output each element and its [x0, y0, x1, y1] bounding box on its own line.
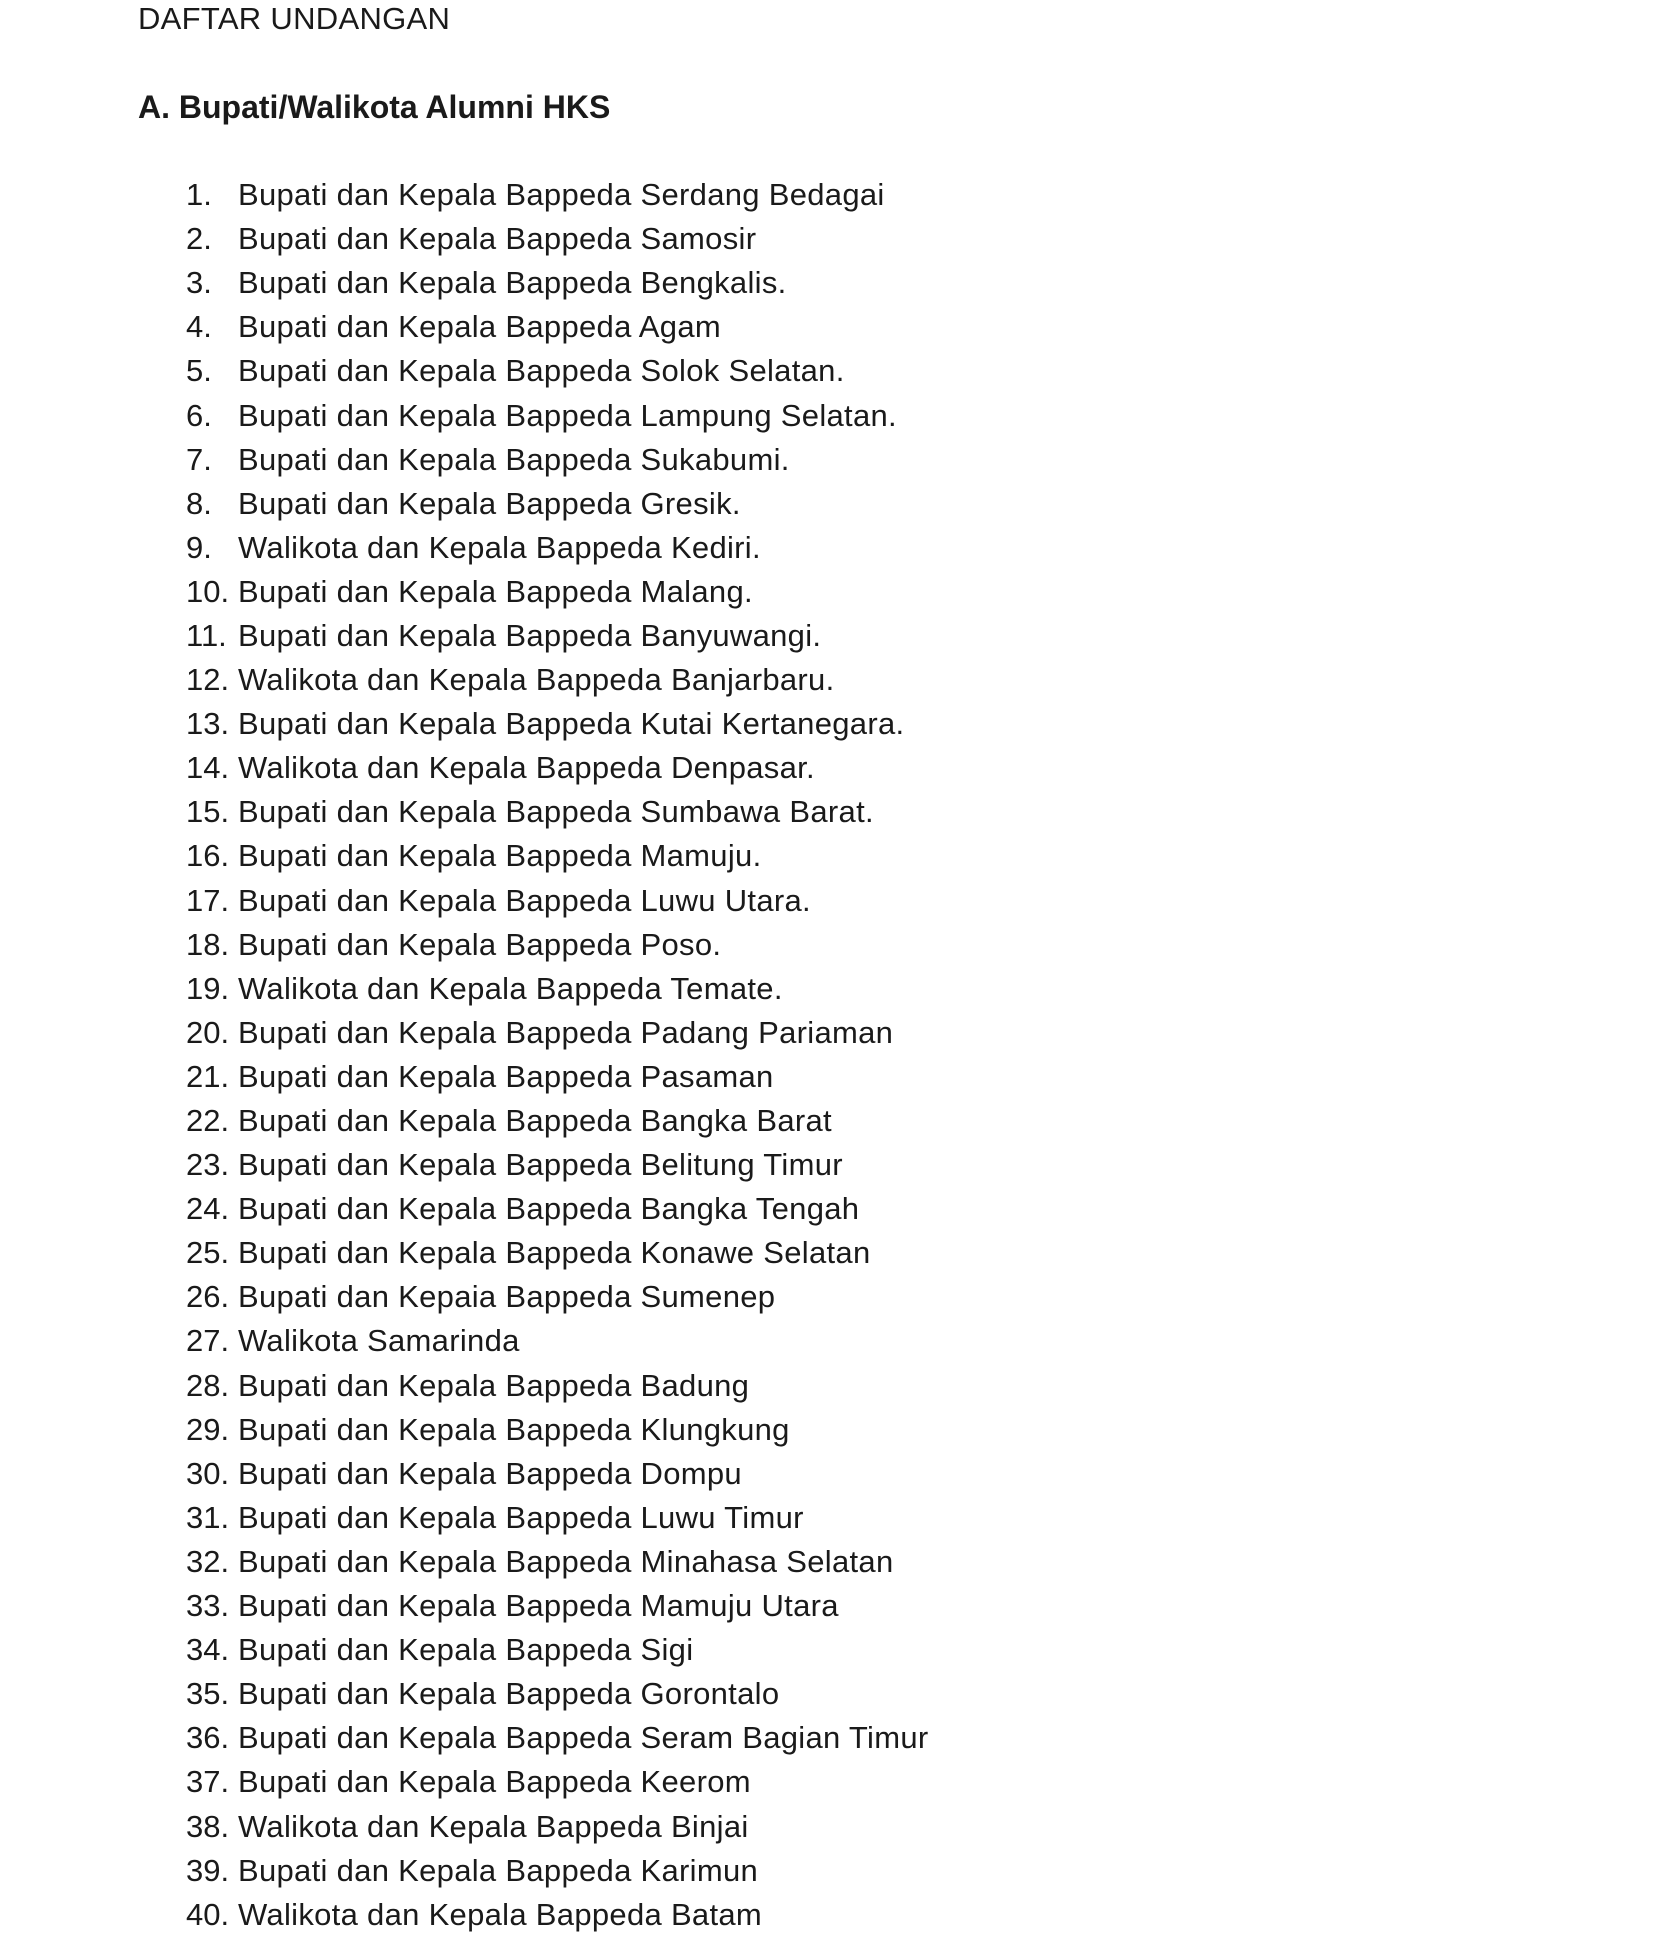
list-item-number: 24.	[186, 1191, 230, 1227]
list-item-number: 2.	[186, 221, 212, 257]
list-item-number: 13.	[186, 706, 230, 742]
list-item-text: Bupati dan Kepala Bappeda Minahasa Selatan	[238, 1543, 894, 1579]
list-item	[186, 834, 928, 878]
list-item-number: 7.	[186, 441, 212, 477]
list-item	[186, 1187, 928, 1231]
list-item-number: 6.	[186, 397, 212, 433]
list-item	[186, 1275, 928, 1319]
list-item-number: 38.	[186, 1808, 230, 1844]
list-item-number: 16.	[186, 838, 230, 874]
list-item-text: Bupati dan Kepala Bappeda Sigi	[238, 1632, 694, 1668]
list-item	[186, 967, 928, 1011]
list-item-text: Bupati dan Kepala Bappeda Belitung Timur	[238, 1147, 843, 1183]
list-item-number: 18.	[186, 926, 230, 962]
list-item	[186, 1672, 928, 1716]
list-item-text: Bupati dan Kepala Bappeda Seram Bagian Timur	[238, 1720, 929, 1756]
list-item-number: 33.	[186, 1588, 230, 1624]
list-item-text: Bupati dan Kepala Bappeda Luwu Utara.	[238, 882, 811, 918]
list-item-text: Bupati dan Kepala Bappeda Mamuju Utara	[238, 1588, 839, 1624]
list-item-text: Walikota Samarinda	[238, 1323, 520, 1359]
list-item	[186, 173, 928, 217]
list-item-number: 21.	[186, 1058, 230, 1094]
list-item	[186, 393, 928, 437]
list-item	[186, 261, 928, 305]
list-item-number: 19.	[186, 970, 230, 1006]
list-item-number: 20.	[186, 1014, 230, 1050]
list-item-number: 29.	[186, 1411, 230, 1447]
list-item	[186, 923, 928, 967]
list-item	[186, 1716, 928, 1760]
list-item-number: 26.	[186, 1279, 230, 1315]
list-item	[186, 1584, 928, 1628]
list-item-text: Bupati dan Kepala Bappeda Poso.	[238, 926, 722, 962]
list-item-text: Bupati dan Kepala Bappeda Banyuwangi.	[238, 617, 822, 653]
list-item-number: 25.	[186, 1235, 230, 1271]
list-item-number: 10.	[186, 573, 230, 609]
list-item-number: 5.	[186, 353, 212, 389]
list-item-number: 3.	[186, 265, 212, 301]
list-item	[186, 1849, 928, 1893]
list-item-text: Walikota dan Kepala Bappeda Banjarbaru.	[238, 662, 835, 698]
list-item-text: Bupati dan Kepaia Bappeda Sumenep	[238, 1279, 776, 1315]
list-item-text: Bupati dan Kepala Bappeda Pasaman	[238, 1058, 774, 1094]
list-item-number: 30.	[186, 1455, 230, 1491]
list-item-text: Bupati dan Kepala Bappeda Bengkalis.	[238, 265, 787, 301]
list-item-text: Walikota dan Kepala Bappeda Binjai	[238, 1808, 749, 1844]
list-item-text: Walikota dan Kepala Bappeda Temate.	[238, 970, 783, 1006]
list-item	[186, 614, 928, 658]
list-item-number: 40.	[186, 1896, 230, 1932]
list-item-text: Bupati dan Kepala Bappeda Solok Selatan.	[238, 353, 845, 389]
list-item	[186, 1231, 928, 1275]
list-item-number: 34.	[186, 1632, 230, 1668]
list-item-number: 8.	[186, 485, 212, 521]
list-item	[186, 1893, 928, 1937]
list-item-number: 39.	[186, 1852, 230, 1888]
list-item	[186, 1628, 928, 1672]
list-item	[186, 349, 928, 393]
list-item-number: 28.	[186, 1367, 230, 1403]
list-item	[186, 217, 928, 261]
list-item-text: Bupati dan Kepala Bappeda Luwu Timur	[238, 1499, 804, 1535]
list-item-text: Bupati dan Kepala Bappeda Padang Pariaman	[238, 1014, 894, 1050]
list-item-text: Bupati dan Kepala Bappeda Bangka Barat	[238, 1103, 832, 1139]
list-item	[186, 1364, 928, 1408]
list-item	[186, 305, 928, 349]
section-heading: A. Bupati/Walikota Alumni HKS	[138, 89, 611, 125]
list-item-text: Bupati dan Kepala Bappeda Kutai Kertanegara.	[238, 706, 905, 742]
list-item-text: Walikota dan Kepala Bappeda Batam	[238, 1896, 763, 1932]
invitee-list	[186, 173, 928, 1937]
list-item	[186, 1496, 928, 1540]
list-item-number: 31.	[186, 1499, 230, 1535]
list-item-number: 37.	[186, 1764, 230, 1800]
list-item	[186, 790, 928, 834]
list-item	[186, 1099, 928, 1143]
list-item-number: 35.	[186, 1676, 230, 1712]
list-item-text: Bupati dan Kepala Bappeda Dompu	[238, 1455, 742, 1491]
list-item-text: Bupati dan Kepala Bappeda Serdang Bedagai	[238, 177, 885, 213]
list-item-text: Walikota dan Kepala Bappeda Denpasar.	[238, 750, 815, 786]
list-item-text: Bupati dan Kepala Bappeda Malang.	[238, 573, 753, 609]
list-item-number: 32.	[186, 1543, 230, 1579]
list-item	[186, 1540, 928, 1584]
list-item-number: 15.	[186, 794, 230, 830]
list-item-text: Bupati dan Kepala Bappeda Bangka Tengah	[238, 1191, 860, 1227]
list-item-number: 36.	[186, 1720, 230, 1756]
list-item-text: Bupati dan Kepala Bappeda Konawe Selatan	[238, 1235, 871, 1271]
list-item	[186, 1319, 928, 1363]
list-item-number: 12.	[186, 662, 230, 698]
list-item-number: 23.	[186, 1147, 230, 1183]
list-item-text: Bupati dan Kepala Bappeda Keerom	[238, 1764, 751, 1800]
list-item-number: 9.	[186, 529, 212, 565]
list-item	[186, 526, 928, 570]
list-item-text: Walikota dan Kepala Bappeda Kediri.	[238, 529, 761, 565]
list-item-number: 27.	[186, 1323, 230, 1359]
list-item-number: 17.	[186, 882, 230, 918]
list-item-text: Bupati dan Kepala Bappeda Klungkung	[238, 1411, 790, 1447]
list-item	[186, 1408, 928, 1452]
list-item-number: 11.	[186, 617, 227, 653]
list-item-text: Bupati dan Kepala Bappeda Badung	[238, 1367, 750, 1403]
list-item	[186, 658, 928, 702]
list-item	[186, 1804, 928, 1848]
list-item-text: Bupati dan Kepala Bappeda Gresik.	[238, 485, 741, 521]
list-item-text: Bupati dan Kepala Bappeda Gorontalo	[238, 1676, 780, 1712]
list-item-text: Bupati dan Kepala Bappeda Samosir	[238, 221, 757, 257]
list-item-number: 1.	[186, 177, 212, 213]
list-item	[186, 746, 928, 790]
list-item	[186, 1452, 928, 1496]
list-item	[186, 438, 928, 482]
list-item-text: Bupati dan Kepala Bappeda Sukabumi.	[238, 441, 790, 477]
list-item-text: Bupati dan Kepala Bappeda Lampung Selatan.	[238, 397, 897, 433]
list-item	[186, 1760, 928, 1804]
list-item-text: Bupati dan Kepala Bappeda Agam	[238, 309, 721, 345]
list-item-number: 4.	[186, 309, 212, 345]
list-item-text: Bupati dan Kepala Bappeda Sumbawa Barat.	[238, 794, 874, 830]
list-item-text: Bupati dan Kepala Bappeda Mamuju.	[238, 838, 762, 874]
list-item	[186, 702, 928, 746]
list-item-number: 22.	[186, 1103, 230, 1139]
list-item-number: 14.	[186, 750, 230, 786]
list-item	[186, 482, 928, 526]
list-item	[186, 879, 928, 923]
list-item-text: Bupati dan Kepala Bappeda Karimun	[238, 1852, 759, 1888]
list-item	[186, 1011, 928, 1055]
document-title: DAFTAR UNDANGAN	[138, 1, 451, 36]
list-item	[186, 570, 928, 614]
list-item	[186, 1143, 928, 1187]
list-item	[186, 1055, 928, 1099]
